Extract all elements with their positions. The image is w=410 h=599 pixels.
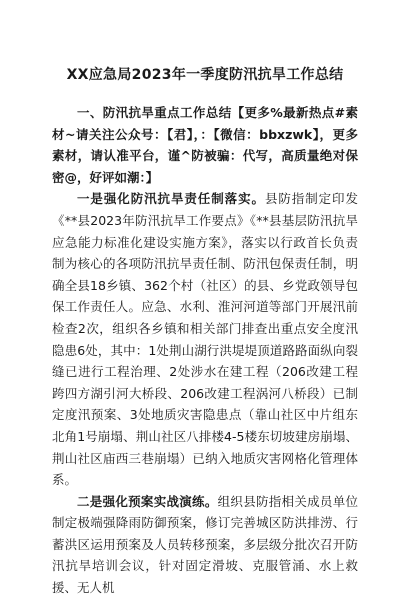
section-heading: 一、防汛抗旱重点工作总结【更多%最新热点#素材~请关注公众号：【君】，：【微信：bbxzwk】，更多素材，请认准平台，谨^防被骗：代写，高质量绝对保密@，好评如潮：】 bbox=[52, 105, 358, 185]
paragraph-text: 县防指制定印发《**县2023年防汛抗旱工作要点》《**县基层防汛抗旱应急能力标准化建设实施方案》，落实以行政首长负责制为核心的各项防汛抗旱责任制、防汛包保责任制，明确全县18乡镇、362个村（社区）的县、乡党政领导包保工作责任人。应急、水利、淮河河道等部门开展汛前检查2次，组织各乡镇和相关部门排查出重点安全度汛隐患6处，其中：1处荆山湖行洪堤堤顶道路路面纵向裂缝已进行工程治理、2处涉水在建工程（206改建工程跨四方湖引河大桥段、206改建工程涡河八桥段）已制定度汛预案、3处地质灾害隐患点（靠山社区中片组东北角1号崩塌、荆山社区八排楼4-5楼东切坡建房崩塌、荆山社区庙西三巷崩塌）已纳入地质灾害网格化管理体系。 bbox=[52, 191, 358, 488]
paragraph-lead: 一是强化防汛抗旱责任制落实。 bbox=[77, 191, 265, 207]
document-title: XX应急局2023年一季度防汛抗旱工作总结 bbox=[66, 67, 344, 83]
paragraph-drills bbox=[52, 491, 358, 599]
paragraph-text: 组织县防指相关成员单位制定极端强降雨防御预案，修订完善城区防洪排涝、行蓄洪区运用预案及人员转移预案，多层级分批次召开防汛抗旱培训会议，针对固定滑坡、克服管涌、水上救援、无人机 bbox=[52, 493, 358, 596]
paragraph-lead: 二是强化预案实战演练。 bbox=[77, 493, 218, 509]
paragraph-responsibility bbox=[52, 188, 358, 490]
document-body bbox=[52, 102, 358, 599]
